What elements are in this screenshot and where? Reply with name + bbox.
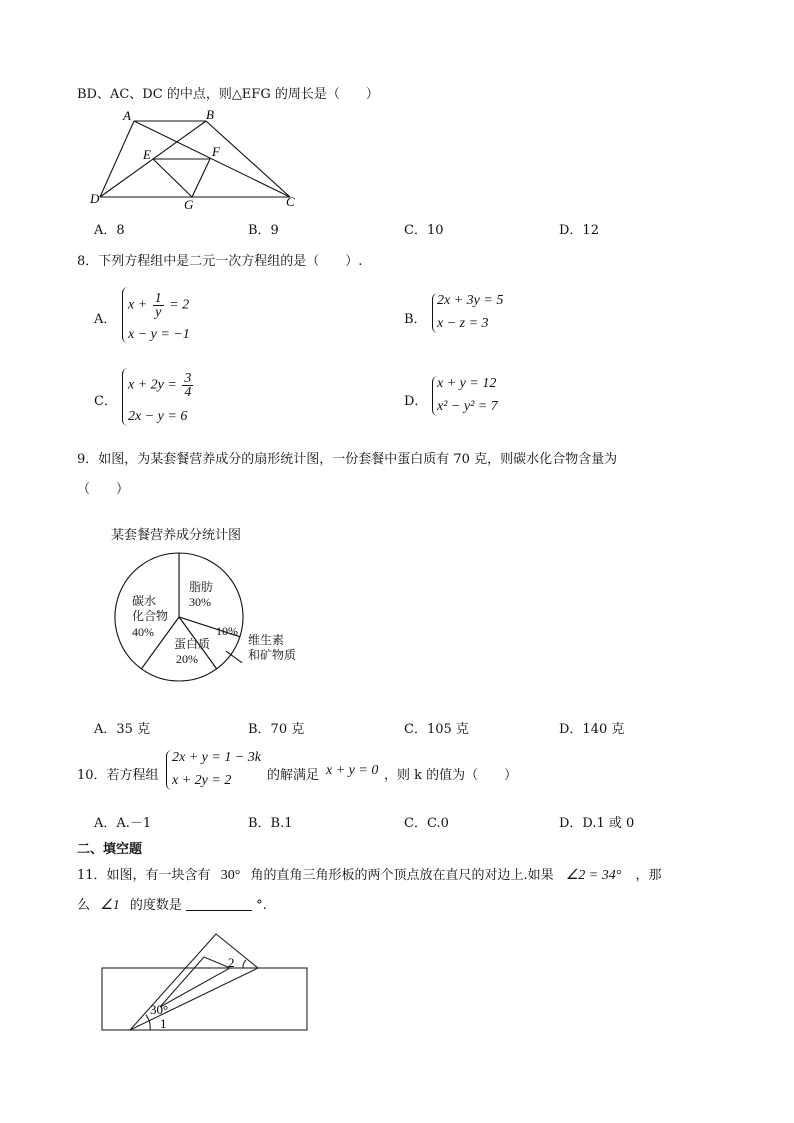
q8-option-a-label[interactable]: A． — [94, 312, 117, 327]
ruler-triangle-figure — [98, 924, 312, 1036]
q11-line1: 11．如图，有一块含有 30° 角的直角三角形板的两个顶点放在直尺的对边上.如果 ∠2 = 34° ，那 — [77, 868, 662, 883]
q8-d-eq2: x² − y² = 7 — [437, 399, 498, 414]
q8-d-eq1: x + y = 12 — [437, 376, 497, 391]
q8-c-eq2: 2x − y = 6 — [128, 409, 188, 424]
carb-percent: 40% — [132, 625, 154, 639]
carb-label-2: 化合物 — [132, 609, 169, 623]
q7-option-a[interactable]: A．8 — [94, 223, 125, 238]
label-E: E — [143, 147, 151, 162]
q9-stem: 9．如图，为某套餐营养成分的扇形统计图，一份套餐中蛋白质有 70 克，则碳水化合物含量为 — [77, 452, 618, 467]
q8-b-eq2: x − z = 3 — [437, 316, 489, 331]
q9-option-a[interactable]: A．35 克 — [94, 722, 151, 737]
angle-30-label: 30° — [150, 1002, 169, 1017]
q10-middle: 的解满足 — [267, 768, 320, 783]
answer-blank[interactable] — [186, 898, 252, 911]
label-F: F — [212, 144, 220, 159]
q8-b-eq1: 2x + 3y = 5 — [437, 293, 504, 308]
label-D: D — [90, 191, 100, 206]
q10-eq2: x + 2y = 2 — [172, 773, 232, 788]
label-B: B — [206, 107, 214, 122]
q9-option-b[interactable]: B．70 克 — [248, 722, 305, 737]
vitamin-label-1: 维生素 — [248, 633, 285, 647]
chart-title: 某套餐营养成分统计图 — [111, 528, 242, 543]
q8-c-eq1: x + 2y = $\frac{3}{4}$ — [128, 371, 192, 400]
q8-option-c-label[interactable]: C． — [94, 394, 117, 409]
q9-option-d[interactable]: D．140 克 — [559, 722, 625, 737]
q10-suffix: ，则 k 的值为（ ） — [384, 768, 518, 783]
vitamin-label-2: 和矿物质 — [248, 648, 297, 662]
q9-option-c[interactable]: C．105 克 — [404, 722, 469, 737]
q11-line2: 么 ∠1 的度数是 °. — [77, 898, 267, 913]
q8-option-b-label[interactable]: B． — [404, 312, 427, 327]
q7-option-c[interactable]: C．10 — [404, 223, 444, 238]
q10-prefix: 10．若方程组 — [77, 768, 159, 783]
angle-1-label: 1 — [160, 1016, 167, 1031]
protein-percent: 20% — [176, 652, 198, 666]
q8-stem: 8．下列方程组中是二元一次方程组的是（ ）. — [77, 254, 363, 269]
label-C: C — [286, 194, 295, 209]
q7-option-d[interactable]: D．12 — [559, 223, 599, 238]
q8-a-eq1: x + $\frac{1}{y}$ = 2 — [128, 291, 190, 320]
vitamin-percent: 10% — [216, 624, 238, 638]
q9-paren: （ ） — [77, 482, 130, 497]
q8-a-eq2: x − y = −1 — [128, 327, 190, 342]
q10-option-b[interactable]: B．B.1 — [248, 816, 293, 831]
section-title: 二、填空题 — [77, 842, 143, 857]
q10-condition: x + y = 0 — [326, 763, 379, 778]
label-G: G — [184, 197, 194, 212]
q7-option-b[interactable]: B．9 — [248, 223, 279, 238]
trapezoid-figure — [88, 103, 308, 213]
label-A: A — [123, 108, 131, 123]
q10-option-c[interactable]: C．C.0 — [404, 816, 449, 831]
fat-percent: 30% — [189, 595, 211, 609]
pie-chart — [110, 548, 320, 688]
q10-option-d[interactable]: D．D.1 或 0 — [559, 816, 635, 831]
angle-2-label: 2 — [228, 955, 235, 970]
q10-option-a[interactable]: A．A.－1 — [94, 816, 152, 831]
q10-eq1: 2x + y = 1 − 3k — [172, 750, 261, 765]
fat-label: 脂肪 — [189, 580, 214, 594]
carb-label-1: 碳水 — [132, 594, 157, 608]
q7-stem-tail: BD、AC、DC 的中点，则△EFG 的周长是（ ） — [77, 87, 379, 102]
protein-label: 蛋白质 — [174, 637, 211, 651]
q8-option-d-label[interactable]: D． — [404, 394, 428, 409]
